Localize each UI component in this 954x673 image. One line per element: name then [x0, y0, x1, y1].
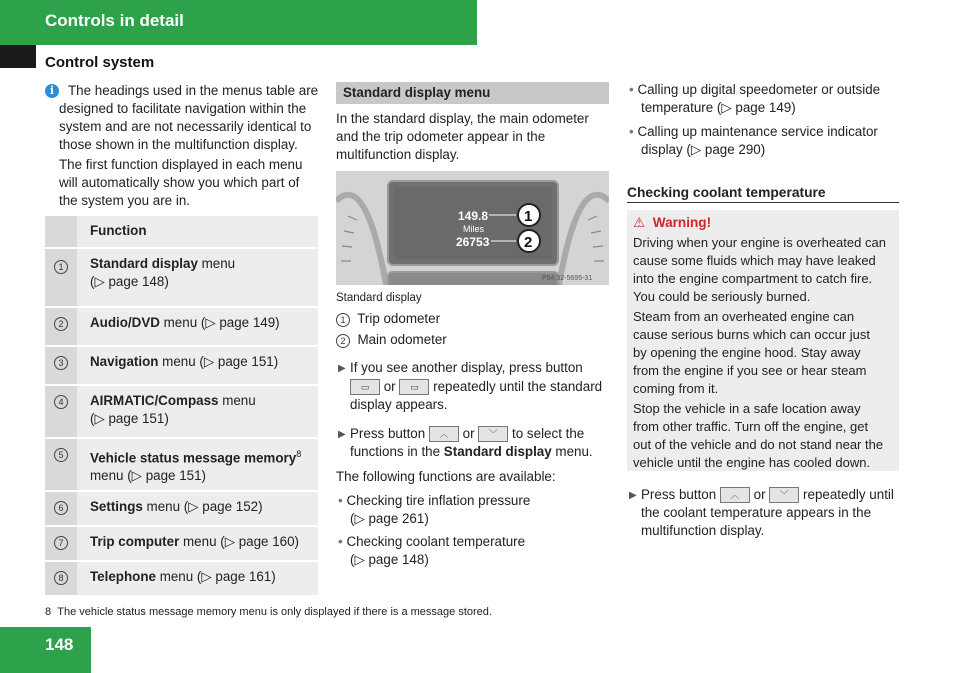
chapter-title: Controls in detail	[45, 11, 184, 30]
text-line: the system you are in.	[59, 193, 190, 208]
warning-paragraph-3: Stop the vehicle in a safe location away from other traffic. Turn off the engine, get out of the vehicle and do not stand near the vehicle until the engine has cooled down.	[633, 401, 884, 470]
page-number: 148	[45, 635, 74, 654]
table-header-row	[45, 216, 318, 248]
row-page-ref: (▷ page 151)	[90, 411, 169, 426]
table-row	[45, 438, 318, 491]
section-title: Control system	[45, 54, 155, 71]
warning-box	[627, 210, 899, 471]
image-caption: Standard display	[336, 292, 422, 304]
warning-triangle-icon: ⚠	[633, 215, 646, 230]
legend-item: 1 Trip odometer	[336, 310, 440, 328]
footnote	[45, 606, 492, 618]
table-row: 8 Telephone menu (▷ page 161)	[45, 561, 318, 596]
row-number: 7	[54, 536, 68, 550]
legend-item: 2 Main odometer	[336, 331, 447, 349]
row-label: Standard display	[90, 256, 198, 271]
list-item: • Checking tire inflation pressure (▷ page 261)	[338, 493, 531, 526]
row-label: Navigation	[90, 354, 159, 369]
standard-display-heading: Standard display menu	[336, 82, 609, 104]
info-paragraph-1-cont	[59, 100, 311, 154]
row-number: 4	[54, 395, 68, 409]
display-forward-button-icon: ▭	[399, 379, 429, 395]
warning-paragraph-2: Steam from an overheated engine can cause serious burns which can occur just by opening the engine hood. Stay away from the engine if you see or hear steam coming from it.	[633, 309, 871, 396]
row-number: 2	[54, 317, 68, 331]
table-row: 3 Navigation menu (▷ page 151)	[45, 346, 318, 385]
table-row: 1 Standard display menu (▷ page 148)	[45, 248, 318, 307]
info-paragraph-2	[59, 156, 302, 210]
row-number: 3	[54, 356, 68, 370]
row-page-ref: (▷ page 148)	[90, 274, 169, 289]
display-back-button-icon: ▭	[350, 379, 380, 395]
step-instruction: Press button ︿ or ﹀ to select the functions in the Standard display menu.	[350, 426, 593, 459]
step-arrow-icon: ▶	[629, 490, 637, 501]
row-label: Telephone	[90, 569, 156, 584]
text-line: will automatically show you which part of	[59, 175, 300, 190]
coolant-heading: Checking coolant temperature	[627, 185, 899, 203]
row-label: Settings	[90, 499, 143, 514]
up-button-icon: ︿	[429, 426, 459, 442]
text-line: those shown in the multifunction display.	[59, 137, 298, 152]
image-code: P54.32-5695-31	[542, 275, 593, 282]
trip-value: 149.8	[458, 209, 489, 223]
row-number: 6	[54, 501, 68, 515]
step-instruction: Press button ︿ or ﹀ repeatedly until the coolant temperature appears in the multifunction display.	[641, 487, 894, 538]
list-item: • Calling up digital speedometer or outside temperature (▷ page 149)	[629, 82, 881, 115]
warning-paragraph-1: Driving when your engine is overheated can cause some fluids which may have leaked into the engine compartment to catch fire. You could be seriously burned.	[633, 235, 886, 304]
info-icon: i	[45, 84, 59, 98]
table-row: 4 AIRMATIC/Compass menu (▷ page 151)	[45, 385, 318, 438]
section-marker	[0, 45, 36, 68]
standard-intro: In the standard display, the main odometer and the trip odometer appear in the multifunction display.	[336, 111, 589, 162]
footnote-number: 8	[45, 606, 52, 618]
unit-label: Miles	[463, 224, 485, 234]
down-button-icon: ﹀	[478, 426, 508, 442]
down-button-icon: ﹀	[769, 487, 799, 503]
table-header-function: Function	[77, 216, 318, 248]
text-line: system and are not necessarily identical to	[59, 119, 312, 134]
row-label: Audio/DVD	[90, 315, 160, 330]
warning-title: ⚠ Warning!	[633, 215, 712, 230]
table-row: 2 Audio/DVD menu (▷ page 149)	[45, 307, 318, 346]
footnote-text: The vehicle status message memory menu is only displayed if there is a message stored.	[57, 606, 492, 618]
row-number: 5	[54, 448, 68, 462]
table-row: 7 Trip computer menu (▷ page 160)	[45, 526, 318, 561]
instrument-cluster-image	[336, 171, 609, 285]
text-line: designed to facilitate navigation within the	[59, 101, 307, 116]
step-arrow-icon: ▶	[338, 429, 346, 440]
row-label: AIRMATIC/Compass	[90, 393, 219, 408]
up-button-icon: ︿	[720, 487, 750, 503]
list-item: • Checking coolant temperature (▷ page 148)	[338, 534, 526, 567]
info-paragraph-1	[68, 82, 318, 100]
row-number: 1	[54, 260, 68, 274]
cluster-illustration	[336, 171, 609, 285]
available-text: The following functions are available:	[336, 469, 556, 484]
footnote-ref: 8	[296, 449, 302, 459]
list-item: • Calling up maintenance service indicator display (▷ page 290)	[629, 124, 878, 157]
row-page-ref: menu (▷ page 151)	[90, 468, 207, 484]
text-line: The first function displayed in each menu	[59, 157, 303, 172]
text-line: The headings used in the menus table are	[68, 83, 319, 98]
row-number: 8	[54, 571, 68, 585]
function-table	[45, 216, 318, 597]
row-label: Trip computer	[90, 534, 180, 549]
step-arrow-icon: ▶	[338, 363, 346, 374]
row-label: Vehicle status message memory	[90, 450, 297, 466]
callout-1: 1	[524, 208, 533, 225]
main-value: 26753	[456, 235, 490, 249]
callout-2: 2	[524, 234, 533, 251]
step-instruction: If you see another display, press button ▭ or ▭ repeatedly until the standard display appears.	[350, 360, 603, 412]
table-row: 6 Settings menu (▷ page 152)	[45, 491, 318, 526]
